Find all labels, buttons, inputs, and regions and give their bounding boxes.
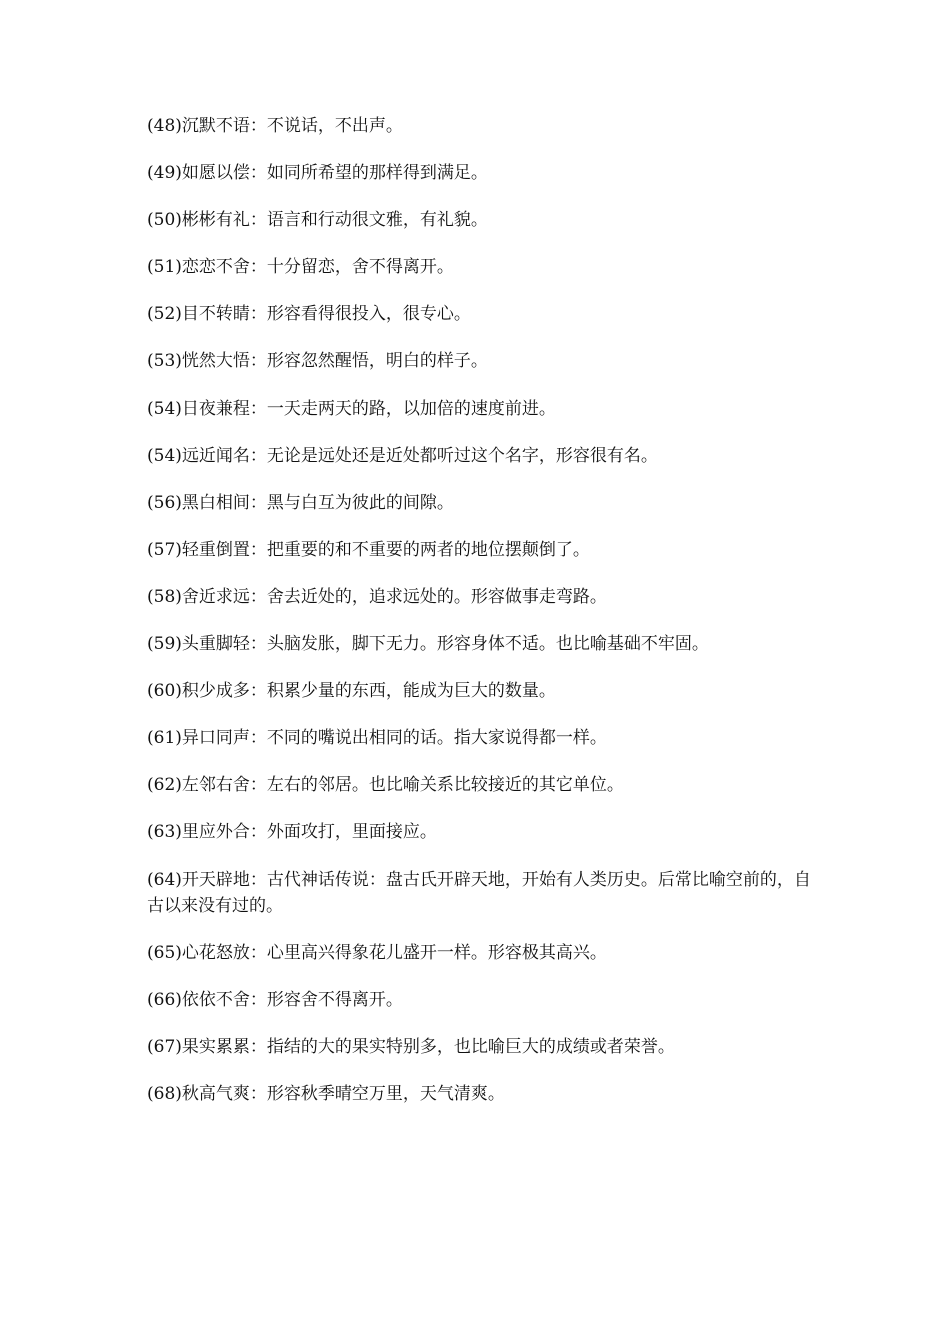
entry-number: (61) — [147, 728, 182, 749]
entry-separator: ： — [249, 681, 267, 702]
entry-separator: ： — [249, 990, 267, 1011]
entry-number: (54) — [147, 445, 182, 466]
list-item — [147, 1034, 815, 1061]
list-item — [147, 301, 815, 328]
list-item — [147, 678, 815, 705]
entry-number: (68) — [147, 1084, 182, 1105]
entry-term: 目不转睛 — [181, 304, 250, 325]
entry-term: 秋高气爽 — [181, 1084, 250, 1105]
list-item — [147, 160, 815, 187]
entry-definition: 黑与白互为彼此的间隙。 — [266, 492, 454, 513]
list-item — [147, 819, 815, 846]
entry-separator: ： — [249, 1084, 267, 1105]
list-item — [147, 207, 815, 234]
entry-definition: 外面攻打，里面接应。 — [266, 822, 437, 843]
list-item — [147, 631, 815, 658]
entry-definition: 不说话，不出声。 — [266, 116, 403, 136]
list-item — [147, 584, 815, 611]
entry-definition: 指结的大的果实特别多，也比喻巨大的成绩或者荣誉。 — [266, 1037, 675, 1058]
entry-term: 异口同声 — [181, 728, 250, 749]
entry-number: (60) — [147, 681, 182, 702]
entry-definition: 形容看得很投入，很专心。 — [266, 304, 471, 325]
entry-definition: 一天走两天的路，以加倍的速度前进。 — [266, 398, 556, 419]
entry-separator: ： — [249, 728, 267, 749]
entry-number: (50) — [147, 210, 182, 231]
entry-separator: ： — [249, 775, 267, 796]
entry-term: 头重脚轻 — [181, 634, 250, 655]
entry-definition: 无论是远处还是近处都听过这个名字，形容很有名。 — [266, 445, 658, 466]
entry-number: (62) — [147, 775, 182, 796]
entry-term: 舍近求远 — [181, 586, 250, 607]
entry-number: (57) — [147, 539, 182, 560]
entry-number: (54) — [147, 398, 182, 419]
entry-definition: 舍去近处的，追求远处的。形容做事走弯路。 — [266, 586, 607, 607]
entry-separator: ： — [249, 398, 267, 419]
entry-separator: ： — [249, 822, 267, 843]
entry-definition: 心里高兴得象花儿盛开一样。形容极其高兴。 — [266, 943, 607, 964]
entry-separator: ： — [249, 304, 267, 325]
list-item — [147, 940, 815, 967]
entry-term: 恋恋不舍 — [181, 257, 250, 278]
entry-term: 里应外合 — [181, 822, 250, 843]
entry-definition: 积累少量的东西，能成为巨大的数量。 — [266, 681, 556, 702]
entry-definition: 形容忽然醒悟，明白的样子。 — [266, 351, 488, 372]
entry-number: (64) — [147, 869, 182, 890]
entry-term: 轻重倒置 — [181, 539, 250, 560]
entry-definition: 古代神话传说：盘古氏开辟天地，开始有人类历史。后常比喻空前的，自古以来没有过的。 — [147, 869, 811, 916]
entry-term: 远近闻名 — [181, 445, 250, 466]
entry-number: (65) — [147, 943, 182, 964]
entry-term: 依依不舍 — [181, 990, 250, 1011]
entry-number: (59) — [147, 634, 182, 655]
entry-number: (67) — [147, 1037, 182, 1058]
list-item — [147, 725, 815, 752]
entry-separator: ： — [249, 210, 267, 231]
list-item — [147, 113, 815, 140]
list-item — [147, 772, 815, 799]
list-item — [147, 396, 815, 423]
idiom-list — [147, 113, 815, 1128]
entry-separator: ： — [249, 539, 267, 560]
entry-number: (49) — [147, 163, 182, 184]
entry-separator: ： — [249, 943, 267, 964]
entry-number: (58) — [147, 586, 182, 607]
entry-number: (63) — [147, 822, 182, 843]
entry-number: (56) — [147, 492, 182, 513]
entry-term: 果实累累 — [181, 1037, 250, 1058]
entry-definition: 把重要的和不重要的两者的地位摆颠倒了。 — [266, 539, 590, 560]
entry-term: 左邻右舍 — [181, 775, 250, 796]
entry-term: 沉默不语 — [181, 116, 250, 136]
entry-term: 彬彬有礼 — [181, 210, 250, 231]
entry-number: (52) — [147, 304, 182, 325]
entry-definition: 语言和行动很文雅，有礼貌。 — [266, 210, 488, 231]
entry-term: 日夜兼程 — [181, 398, 250, 419]
list-item — [147, 987, 815, 1014]
list-item — [147, 867, 815, 920]
entry-number: (51) — [147, 257, 182, 278]
list-item — [147, 490, 815, 517]
list-item — [147, 443, 815, 470]
entry-definition: 十分留恋，舍不得离开。 — [266, 257, 454, 278]
entry-separator: ： — [249, 492, 267, 513]
entry-separator: ： — [249, 1037, 267, 1058]
entry-separator: ： — [249, 116, 267, 136]
entry-term: 黑白相间 — [181, 492, 250, 513]
entry-definition: 形容舍不得离开。 — [266, 990, 403, 1011]
entry-number: (53) — [147, 351, 182, 372]
entry-separator: ： — [249, 257, 267, 278]
entry-definition: 形容秋季晴空万里，天气清爽。 — [266, 1084, 505, 1105]
entry-term: 恍然大悟 — [181, 351, 250, 372]
entry-separator: ： — [249, 163, 267, 184]
list-item — [147, 537, 815, 564]
entry-definition: 左右的邻居。也比喻关系比较接近的其它单位。 — [266, 775, 624, 796]
entry-separator: ： — [249, 869, 267, 890]
entry-separator: ： — [249, 445, 267, 466]
entry-term: 如愿以偿 — [181, 163, 250, 184]
entry-separator: ： — [249, 634, 267, 655]
entry-definition: 如同所希望的那样得到满足。 — [266, 163, 488, 184]
entry-number: (66) — [147, 990, 182, 1011]
entry-definition: 不同的嘴说出相同的话。指大家说得都一样。 — [266, 728, 607, 749]
entry-term: 积少成多 — [181, 681, 250, 702]
list-item — [147, 254, 815, 281]
entry-definition: 头脑发胀，脚下无力。形容身体不适。也比喻基础不牢固。 — [266, 634, 709, 655]
list-item — [147, 1081, 815, 1108]
entry-term: 心花怒放 — [181, 943, 250, 964]
entry-separator: ： — [249, 586, 267, 607]
entry-number: (48) — [147, 116, 182, 136]
list-item — [147, 348, 815, 375]
entry-term: 开天辟地 — [181, 869, 250, 890]
entry-separator: ： — [249, 351, 267, 372]
